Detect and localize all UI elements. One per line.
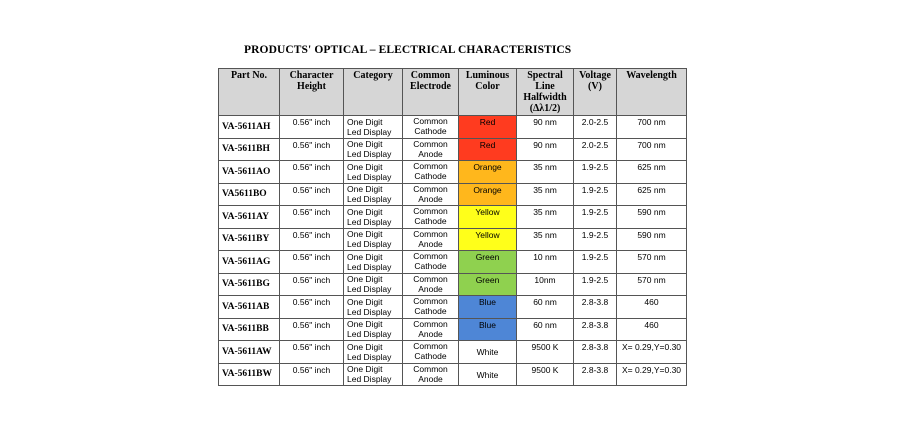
- category-line: One Digit: [347, 139, 383, 150]
- electrode-line: Common: [413, 273, 448, 284]
- electrode-line: Common: [413, 228, 448, 239]
- part-number-cell: VA-5611BB: [219, 318, 280, 341]
- part-number-cell: VA-5611BH: [219, 138, 280, 161]
- character-height-cell: 0.56" inch: [280, 206, 344, 229]
- spectral-halfwidth-cell: 35 nm: [517, 206, 574, 229]
- voltage-cell: 1.9-2.5: [574, 251, 617, 274]
- voltage-cell: 1.9-2.5: [574, 183, 617, 206]
- category-cell: [344, 228, 403, 251]
- category-line: Led Display: [347, 194, 392, 205]
- electrode-line: Common: [413, 341, 448, 351]
- column-header-character-height: Character Height: [280, 69, 344, 116]
- spectral-halfwidth-cell: 10 nm: [517, 251, 574, 274]
- category-line: One Digit: [347, 161, 383, 172]
- voltage-cell: 2.0-2.5: [574, 138, 617, 161]
- common-electrode-cell: [403, 206, 459, 229]
- part-number-cell: VA-5611BW: [219, 363, 280, 386]
- table-header-row: [219, 69, 687, 116]
- category-cell: [344, 363, 403, 386]
- table-body: [219, 116, 687, 386]
- electrode-line: Cathode: [414, 171, 447, 181]
- category-line: Led Display: [347, 351, 392, 362]
- category-cell: [344, 116, 403, 139]
- category-cell: [344, 206, 403, 229]
- luminous-color-cell: Yellow: [459, 228, 517, 251]
- table-row: [219, 228, 687, 251]
- category-line: Led Display: [347, 306, 392, 317]
- electrode-line: Cathode: [414, 261, 447, 271]
- part-number-cell: VA-5611AB: [219, 296, 280, 319]
- electrode-line: Common: [413, 251, 448, 261]
- category-cell: [344, 138, 403, 161]
- character-height-cell: 0.56" inch: [280, 138, 344, 161]
- wavelength-cell: 625 nm: [617, 161, 687, 184]
- wavelength-cell: 590 nm: [617, 206, 687, 229]
- voltage-cell: 1.9-2.5: [574, 228, 617, 251]
- wavelength-cell: 700 nm: [617, 116, 687, 139]
- spectral-halfwidth-cell: 90 nm: [517, 116, 574, 139]
- common-electrode-cell: [403, 318, 459, 341]
- voltage-cell: 2.8-3.8: [574, 341, 617, 364]
- wavelength-cell: 625 nm: [617, 183, 687, 206]
- table-row: [219, 273, 687, 296]
- part-number-cell: VA-5611AY: [219, 206, 280, 229]
- table-row: [219, 318, 687, 341]
- spectral-halfwidth-cell: 35 nm: [517, 183, 574, 206]
- category-cell: [344, 273, 403, 296]
- wavelength-cell: 570 nm: [617, 251, 687, 274]
- common-electrode-cell: [403, 161, 459, 184]
- table-row: [219, 206, 687, 229]
- voltage-cell: 2.8-3.8: [574, 363, 617, 386]
- electrode-line: Common: [413, 206, 448, 216]
- electrode-line: Common: [413, 183, 448, 194]
- luminous-color-cell: Blue: [459, 318, 517, 341]
- character-height-cell: 0.56" inch: [280, 296, 344, 319]
- common-electrode-cell: [403, 296, 459, 319]
- column-header-part-no: Part No.: [219, 69, 280, 116]
- column-header-common-electrode: Common Electrode: [403, 69, 459, 116]
- luminous-color-cell: Green: [459, 273, 517, 296]
- spectral-halfwidth-cell: 35 nm: [517, 228, 574, 251]
- part-number-cell: VA-5611AO: [219, 161, 280, 184]
- common-electrode-cell: [403, 251, 459, 274]
- category-line: One Digit: [347, 229, 383, 240]
- character-height-cell: 0.56" inch: [280, 341, 344, 364]
- spectral-halfwidth-cell: 90 nm: [517, 138, 574, 161]
- category-line: Led Display: [347, 239, 392, 250]
- part-number-cell: VA-5611AG: [219, 251, 280, 274]
- table-row: [219, 341, 687, 364]
- column-header-luminous-color: Luminous Color: [459, 69, 517, 116]
- luminous-color-cell: Orange: [459, 183, 517, 206]
- category-cell: [344, 318, 403, 341]
- category-line: One Digit: [347, 296, 383, 307]
- voltage-cell: 2.8-3.8: [574, 296, 617, 319]
- part-number-cell: VA-5611AW: [219, 341, 280, 364]
- electrode-line: Common: [413, 363, 448, 374]
- category-cell: [344, 341, 403, 364]
- characteristics-table: [218, 68, 687, 386]
- common-electrode-cell: [403, 138, 459, 161]
- electrode-line: Cathode: [414, 306, 447, 316]
- voltage-cell: 2.0-2.5: [574, 116, 617, 139]
- luminous-color-cell: Orange: [459, 161, 517, 184]
- category-line: One Digit: [347, 319, 383, 330]
- category-line: One Digit: [347, 116, 383, 127]
- table-row: [219, 116, 687, 139]
- luminous-color-cell: Yellow: [459, 206, 517, 229]
- electrode-line: Anode: [418, 328, 443, 339]
- column-header-voltage: Voltage (V): [574, 69, 617, 116]
- common-electrode-cell: [403, 116, 459, 139]
- category-line: One Digit: [347, 206, 383, 217]
- part-number-cell: VA5611BO: [219, 183, 280, 206]
- electrode-line: Anode: [418, 373, 443, 384]
- category-line: One Digit: [347, 274, 383, 285]
- category-line: Led Display: [347, 261, 392, 272]
- voltage-cell: 1.9-2.5: [574, 161, 617, 184]
- voltage-cell: 1.9-2.5: [574, 206, 617, 229]
- electrode-line: Common: [413, 296, 448, 306]
- column-header-spectral-halfwidth: Spectral Line Halfwidth (Δλ1/2): [517, 69, 574, 116]
- category-line: One Digit: [347, 184, 383, 195]
- character-height-cell: 0.56" inch: [280, 363, 344, 386]
- part-number-cell: VA-5611BG: [219, 273, 280, 296]
- voltage-cell: 1.9-2.5: [574, 273, 617, 296]
- electrode-line: Common: [413, 318, 448, 329]
- category-line: Led Display: [347, 216, 392, 227]
- category-line: One Digit: [347, 364, 383, 375]
- category-line: Led Display: [347, 329, 392, 340]
- category-cell: [344, 251, 403, 274]
- category-cell: [344, 296, 403, 319]
- character-height-cell: 0.56" inch: [280, 318, 344, 341]
- wavelength-cell: 570 nm: [617, 273, 687, 296]
- wavelength-cell: 460: [617, 296, 687, 319]
- luminous-color-cell: Red: [459, 138, 517, 161]
- category-line: One Digit: [347, 341, 383, 352]
- table-row: [219, 296, 687, 319]
- character-height-cell: 0.56" inch: [280, 116, 344, 139]
- electrode-line: Cathode: [414, 351, 447, 361]
- part-number-cell: VA-5611BY: [219, 228, 280, 251]
- electrode-line: Common: [413, 138, 448, 149]
- spectral-halfwidth-cell: 60 nm: [517, 296, 574, 319]
- part-number-cell: VA-5611AH: [219, 116, 280, 139]
- electrode-line: Anode: [418, 283, 443, 294]
- document-title: PRODUCTS' OPTICAL – ELECTRICAL CHARACTERISTICS: [244, 44, 572, 56]
- luminous-color-cell: Red: [459, 116, 517, 139]
- common-electrode-cell: [403, 228, 459, 251]
- table-row: [219, 363, 687, 386]
- category-line: Led Display: [347, 149, 392, 160]
- category-line: Led Display: [347, 284, 392, 295]
- spectral-halfwidth-cell: 10nm: [517, 273, 574, 296]
- spectral-halfwidth-cell: 35 nm: [517, 161, 574, 184]
- wavelength-cell: 700 nm: [617, 138, 687, 161]
- spectral-halfwidth-cell: 60 nm: [517, 318, 574, 341]
- wavelength-cell: 460: [617, 318, 687, 341]
- spectral-halfwidth-cell: 9500 K: [517, 363, 574, 386]
- luminous-color-cell: Green: [459, 251, 517, 274]
- character-height-cell: 0.56" inch: [280, 228, 344, 251]
- category-line: One Digit: [347, 251, 383, 262]
- luminous-color-cell: White: [459, 363, 517, 386]
- electrode-line: Common: [413, 116, 448, 126]
- table-row: [219, 183, 687, 206]
- electrode-line: Anode: [418, 148, 443, 159]
- column-header-wavelength: Wavelength: [617, 69, 687, 116]
- luminous-color-cell: Blue: [459, 296, 517, 319]
- wavelength-cell: X= 0.29,Y=0.30: [617, 341, 687, 364]
- common-electrode-cell: [403, 183, 459, 206]
- category-line: Led Display: [347, 126, 392, 137]
- common-electrode-cell: [403, 363, 459, 386]
- spectral-halfwidth-cell: 9500 K: [517, 341, 574, 364]
- character-height-cell: 0.56" inch: [280, 251, 344, 274]
- wavelength-cell: X= 0.29,Y=0.30: [617, 363, 687, 386]
- electrode-line: Cathode: [414, 216, 447, 226]
- category-cell: [344, 161, 403, 184]
- electrode-line: Anode: [418, 193, 443, 204]
- character-height-cell: 0.56" inch: [280, 273, 344, 296]
- category-line: Led Display: [347, 171, 392, 182]
- electrode-line: Cathode: [414, 126, 447, 136]
- luminous-color-cell: White: [459, 341, 517, 364]
- voltage-cell: 2.8-3.8: [574, 318, 617, 341]
- electrode-line: Anode: [418, 238, 443, 249]
- table-row: [219, 138, 687, 161]
- table-row: [219, 161, 687, 184]
- column-header-category: Category: [344, 69, 403, 116]
- category-line: Led Display: [347, 374, 392, 385]
- electrode-line: Common: [413, 161, 448, 171]
- common-electrode-cell: [403, 341, 459, 364]
- character-height-cell: 0.56" inch: [280, 161, 344, 184]
- category-cell: [344, 183, 403, 206]
- character-height-cell: 0.56" inch: [280, 183, 344, 206]
- common-electrode-cell: [403, 273, 459, 296]
- wavelength-cell: 590 nm: [617, 228, 687, 251]
- table-row: [219, 251, 687, 274]
